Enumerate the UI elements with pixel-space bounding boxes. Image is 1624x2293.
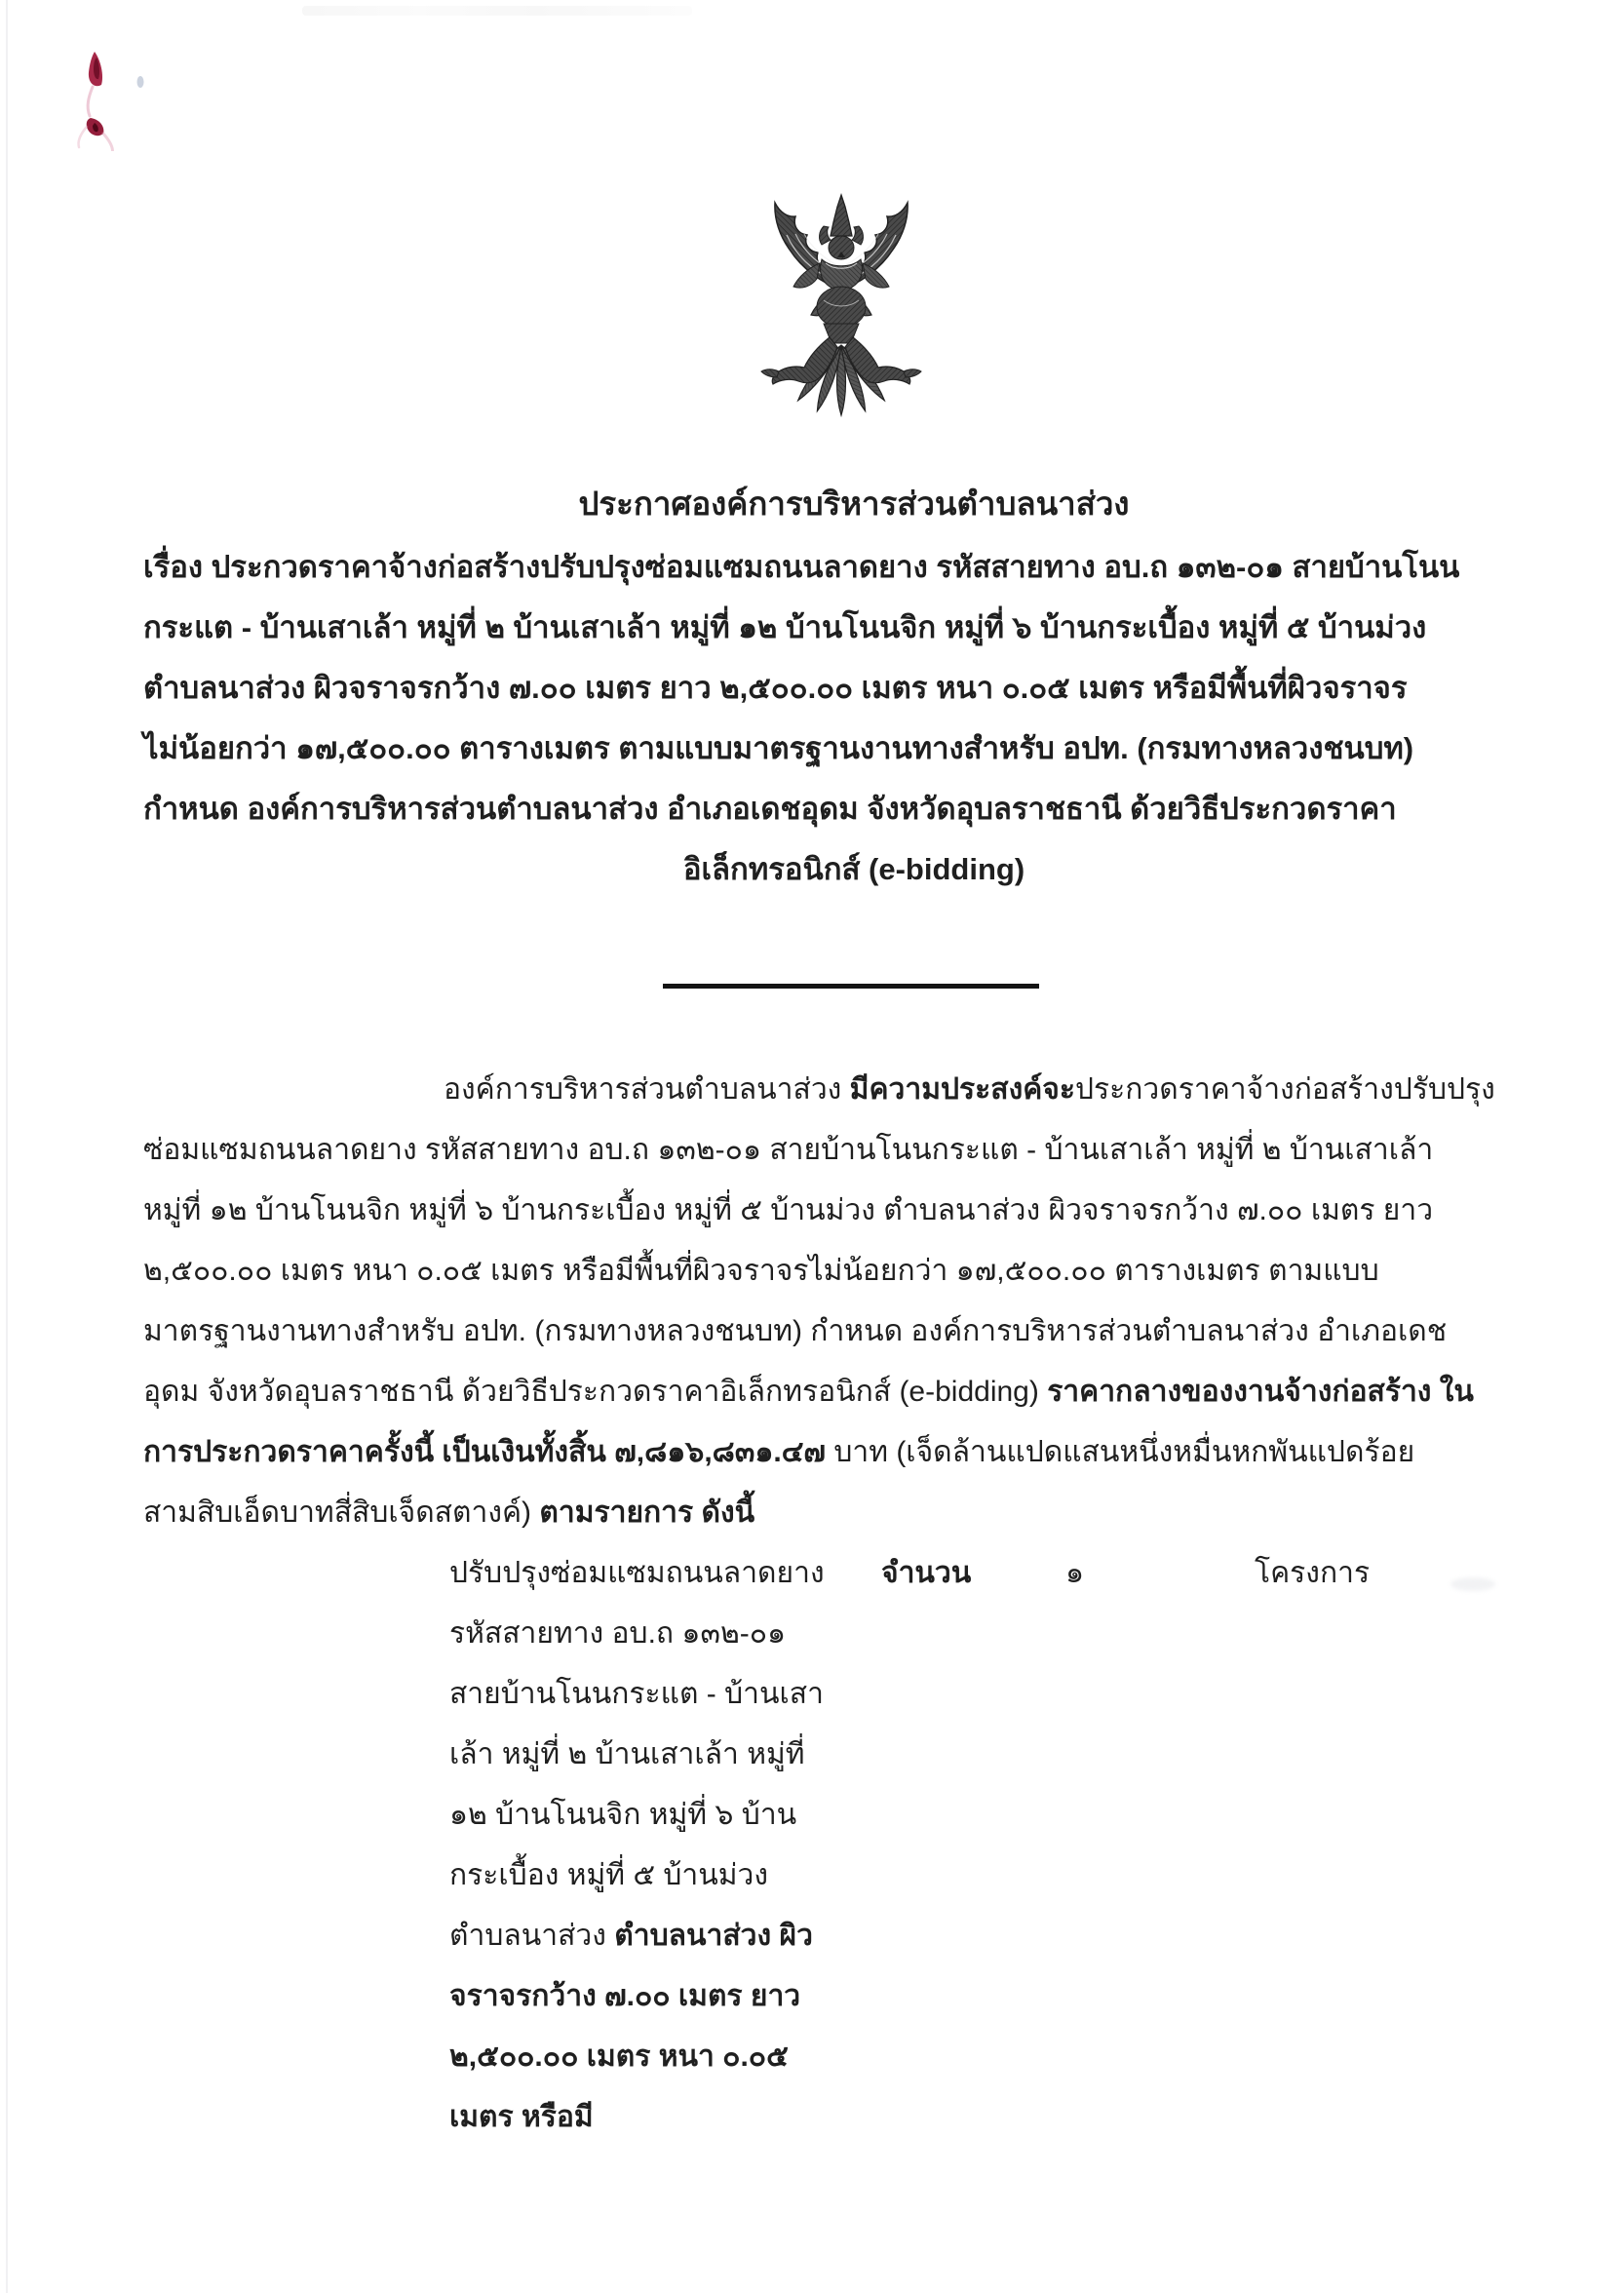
item-detail-line: รหัสสายทาง อบ.ถ ๑๓๒-๐๑: [449, 1617, 787, 1650]
subject-line: ตำบลนาส่วง ผิวจราจรกว้าง ๗.๐๐ เมตร ยาว ๒,๕๐๐.๐๐ เมตร หนา ๐.๐๕ เมตร หรือมีพื้นที่ผิวจราจร: [143, 671, 1408, 705]
subject-line: กระแต - บ้านเสาเล้า หมู่ที่ ๒ บ้านเสาเล้า หมู่ที่ ๑๒ บ้านโนนจิก หมู่ที่ ๖ บ้านกระเบื้อง หมู่ที่ ๕ บ้านม่วง: [143, 610, 1427, 644]
body-line: การประกวดราคาครั้งนี้ เป็นเงินทั้งสิ้น ๗,๘๑๖,๘๓๑.๔๗ บาท (เจ็ดล้านแปดแสนหนึ่งหมื่นหกพันแปดร้อย: [143, 1436, 1415, 1468]
item-detail-line: เล้า หมู่ที่ ๒ บ้านเสาเล้า หมู่ที่: [449, 1738, 805, 1770]
item-detail-line: กระเบื้อง หมู่ที่ ๕ บ้านม่วง: [449, 1859, 769, 1891]
item-detail-line: ตำบลนาส่วง ตำบลนาส่วง ผิว: [449, 1920, 813, 1952]
body-line: ซ่อมแซมถนนลาดยาง รหัสสายทาง อบ.ถ ๑๓๒-๐๑ สายบ้านโนนกระแต - บ้านเสาเล้า หมู่ที่ ๒ บ้านเสาเล้า: [143, 1134, 1434, 1166]
body-line: มาตรฐานงานทางสำหรับ อปท. (กรมทางหลวงชนบท) กำหนด องค์การบริหารส่วนตำบลนาส่วง อำเภอเดช: [143, 1315, 1448, 1347]
subject-block: [143, 537, 1585, 839]
item-unit: โครงการ: [1255, 1557, 1371, 1589]
item-detail-block: [449, 1604, 824, 2148]
scan-smudge-artifact: [302, 6, 692, 16]
scan-edge-artifact: [6, 0, 8, 2293]
garuda-emblem: [738, 191, 945, 429]
item-detail-line: จราจรกว้าง ๗.๐๐ เมตร ยาว: [449, 1980, 801, 2012]
body-paragraph: [143, 1060, 1495, 1543]
body-line: สามสิบเอ็ดบาทสี่สิบเจ็ดสตางค์) ตามรายการ ดังนี้: [143, 1496, 755, 1529]
page-title: ประกาศองค์การบริหารส่วนตำบลนาส่วง: [578, 486, 1130, 522]
body-line: อุดม จังหวัดอุบลราชธานี ด้วยวิธีประกวดราคาอิเล็กทรอนิกส์ (e-bidding) ราคากลางของงานจ้างก่อสร้าง ใน: [143, 1376, 1474, 1408]
item-quantity-value: ๑: [1065, 1557, 1085, 1589]
body-line: หมู่ที่ ๑๒ บ้านโนนจิก หมู่ที่ ๖ บ้านกระเบื้อง หมู่ที่ ๕ บ้านม่วง ตำบลนาส่วง ผิวจราจรกว้าง ๗.๐๐ เมตร ยาว: [143, 1194, 1434, 1226]
subject-line: เรื่อง ประกวดราคาจ้างก่อสร้างปรับปรุงซ่อมแซมถนนลาดยาง รหัสสายทาง อบ.ถ ๑๓๒-๐๑ สายบ้านโนน: [143, 550, 1460, 584]
item-row: [0, 1543, 1624, 1604]
body-line: ๒,๕๐๐.๐๐ เมตร หนา ๐.๐๕ เมตร หรือมีพื้นที่ผิวจราจรไม่น้อยกว่า ๑๗,๕๐๐.๐๐ ตารางเมตร ตามแบบ: [143, 1255, 1379, 1287]
section-divider: [663, 984, 1039, 989]
body-line: องค์การบริหารส่วนตำบลนาส่วง มีความประสงค์จะประกวดราคาจ้างก่อสร้างปรับปรุง: [444, 1073, 1495, 1106]
item-name: ปรับปรุงซ่อมแซมถนนลาดยาง: [449, 1557, 825, 1589]
red-ink-mark: [54, 24, 161, 151]
item-detail-line: ๒,๕๐๐.๐๐ เมตร หนา ๐.๐๕: [449, 2040, 789, 2073]
subject-line: กำหนด องค์การบริหารส่วนตำบลนาส่วง อำเภอเดชอุดม จังหวัดอุบลราชธานี ด้วยวิธีประกวดราคา: [143, 792, 1397, 826]
item-quantity-label: จำนวน: [881, 1557, 972, 1589]
subject-line-last: อิเล็กทรอนิกส์ (e-bidding): [682, 852, 1025, 886]
item-detail-line: สายบ้านโนนกระแต - บ้านเสา: [449, 1678, 824, 1710]
subject-line: ไม่น้อยกว่า ๑๗,๕๐๐.๐๐ ตารางเมตร ตามแบบมาตรฐานงานทางสำหรับ อปท. (กรมทางหลวงชนบท): [143, 731, 1414, 765]
item-detail-line: ๑๒ บ้านโนนจิก หมู่ที่ ๖ บ้าน: [449, 1799, 797, 1831]
item-detail-line: เมตร หรือมี: [449, 2101, 594, 2133]
